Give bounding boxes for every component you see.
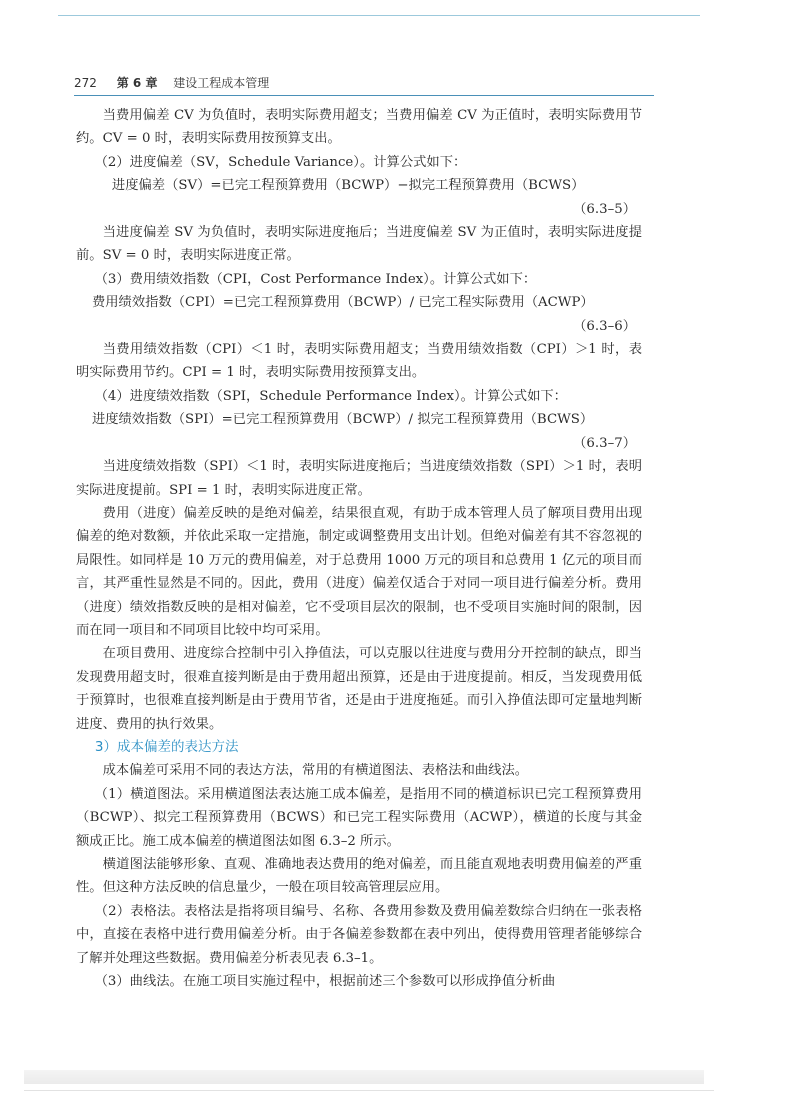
- paragraph-curve-method: （3）曲线法。在施工项目实施过程中，根据前述三个参数可以形成挣值分析曲: [94, 974, 556, 990]
- page-number: 272: [74, 76, 97, 90]
- chapter-label: 第 6 章: [116, 76, 158, 90]
- equation-number-6-3-5: （6.3–5）: [573, 201, 636, 217]
- running-header: [74, 74, 654, 91]
- paragraph-table-method: （2）表格法。表格法是指将项目编号、名称、各费用参数及费用偏差数综合归纳在一张表格中，直接在表格中进行费用偏差分析。由于各偏差参数都在表中列出，使得费用管理者能够综合了解并处理这些数据。费用偏差分析表见表 6.3–1。: [76, 903, 642, 966]
- paragraph-cv-explanation: 当费用偏差 CV 为负值时，表明实际费用超支；当费用偏差 CV 为正值时，表明实际费用节约。CV = 0 时，表明实际费用按预算支出。: [76, 108, 642, 147]
- paragraph-spi-explanation: 当进度绩效指数（SPI）＜1 时，表明实际进度拖后；当进度绩效指数（SPI）＞1 时，表明实际进度提前。SPI = 1 时，表明实际进度正常。: [76, 459, 642, 498]
- item-sv-heading: （2）进度偏差（SV，Schedule Variance）。计算公式如下：: [94, 154, 467, 170]
- paragraph-methods-intro: 成本偏差可采用不同的表达方法，常用的有横道图法、表格法和曲线法。: [102, 763, 529, 779]
- body-text: [76, 104, 642, 993]
- formula-cpi: 费用绩效指数（CPI）=已完工程预算费用（BCWP）/ 已完工程实际费用（ACWP）: [91, 295, 594, 311]
- header-rule: [74, 95, 654, 96]
- formula-sv: 进度偏差（SV）=已完工程预算费用（BCWP）−拟完工程预算费用（BCWS）: [111, 178, 585, 194]
- paragraph-bar-chart-method: （1）横道图法。采用横道图法表达施工成本偏差，是指用不同的横道标识已完工程预算费用（BCWP）、拟完工程预算费用（BCWS）和已完工程实际费用（ACWP），横道的长度与其金额成正比。施工成本偏差的横道图法如图 6.3–2 所示。: [76, 786, 642, 849]
- scan-footer-band: [24, 1070, 704, 1084]
- top-decorative-rule: [58, 15, 700, 16]
- item-spi-heading: （4）进度绩效指数（SPI，Schedule Performance Index）。计算公式如下：: [94, 388, 567, 404]
- paragraph-earned-value-method: 在项目费用、进度综合控制中引入挣值法，可以克服以往进度与费用分开控制的缺点，即当发现费用超支时，很难直接判断是由于费用超出预算，还是由于进度提前。相反，当发现费用低于预算时，也很难直接判断是由于费用节省，还是由于进度拖延。而引入挣值法即可定量地判断进度、费用的执行效果。: [76, 646, 642, 732]
- paragraph-cpi-explanation: 当费用绩效指数（CPI）＜1 时，表明实际费用超支；当费用绩效指数（CPI）＞1 时，表明实际费用节约。CPI = 1 时，表明实际费用按预算支出。: [76, 342, 642, 381]
- paragraph-bar-chart-evaluation: 横道图法能够形象、直观、准确地表达费用的绝对偏差，而且能直观地表明费用偏差的严重性。但这种方法反映的信息量少，一般在项目较高管理层应用。: [76, 857, 642, 896]
- scan-footer-rule: [24, 1090, 714, 1091]
- equation-number-6-3-6: （6.3–6）: [573, 318, 636, 334]
- section-heading-cost-deviation-methods: 3）成本偏差的表达方法: [94, 738, 239, 755]
- chapter-title: 建设工程成本管理: [173, 76, 270, 90]
- formula-spi: 进度绩效指数（SPI）=已完工程预算费用（BCWP）/ 拟完工程预算费用（BCWS）: [91, 412, 594, 428]
- item-cpi-heading: （3）费用绩效指数（CPI，Cost Performance Index）。计算公式如下：: [94, 271, 537, 287]
- paragraph-sv-explanation: 当进度偏差 SV 为负值时，表明实际进度拖后；当进度偏差 SV 为正值时，表明实际进度提前。SV = 0 时，表明实际进度正常。: [76, 225, 642, 264]
- equation-number-6-3-7: （6.3–7）: [573, 435, 636, 451]
- paragraph-absolute-vs-relative: 费用（进度）偏差反映的是绝对偏差，结果很直观，有助于成本管理人员了解项目费用出现偏差的绝对数额，并依此采取一定措施，制定或调整费用支出计划。但绝对偏差有其不容忽视的局限性。如同样是 10 万元的费用偏差，对于总费用 1000 万元的项目和总费用 1 亿元的项目而言，其严重性显然是不同的。因此，费用（进度）偏差仅适合于对同一项目进行偏差分析。费用（进度）绩效指数反映的是相对偏差，它不受项目层次的限制，也不受项目实施时间的限制，因而在同一项目和不同项目比较中均可采用。: [76, 505, 642, 638]
